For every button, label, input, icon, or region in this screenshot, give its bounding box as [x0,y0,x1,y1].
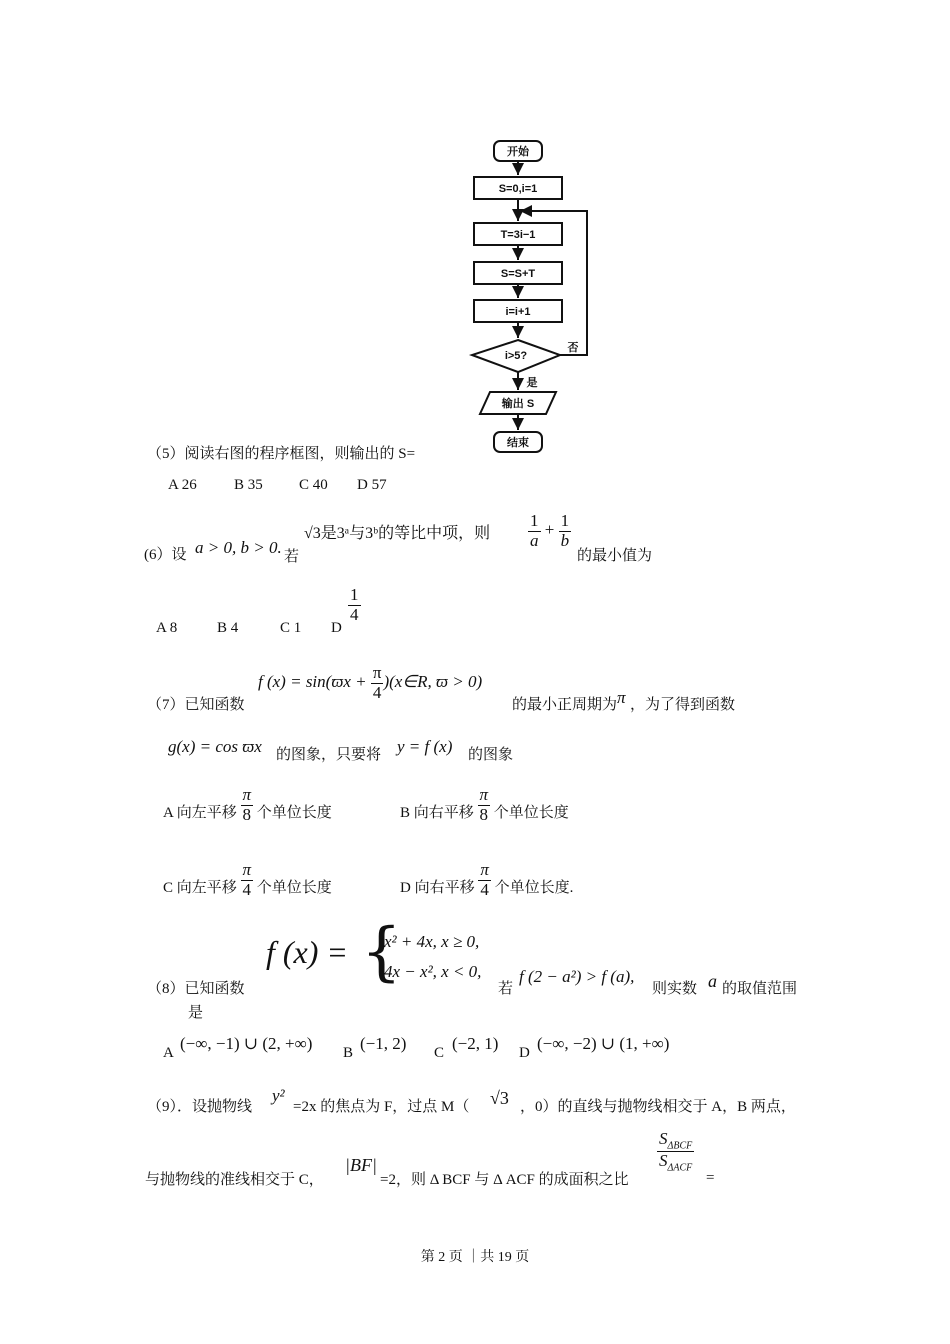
q8-fx: f (x) = [266,934,348,970]
q6-option-a: A 8 [156,620,178,636]
q7-opt-c-num: π [242,860,252,879]
q6-frac1-den: a [530,530,539,550]
q7-pi: π [617,688,626,707]
q9-y-squared: y² [272,1086,285,1105]
q7-opt-d-den: 4 [480,879,489,899]
q6-condition: a > 0, b > 0. [195,538,282,557]
q6-prefix: (6）设 [144,547,187,563]
q7-opt-b-pre: B 向右平移 [400,805,474,822]
q7-prefix: （7）已知函数 [147,697,245,713]
q8-case1: x² + 4x, x ≥ 0, [384,932,480,951]
q8-suffix2: 的取值范围 [722,981,798,997]
q8-option-c-label: C [434,1045,445,1061]
q9-part2: ，0）的直线与抛物线相交于 A，B 两点， [520,1099,796,1115]
q6-option-d: D [331,620,342,636]
q7-line2b: 的图象 [468,747,514,763]
q9-line2b: =2，则 Δ BCF 与 Δ ACF 的成面积之比 [380,1172,629,1188]
q7-opt-c-pre: C 向左平移 [163,880,237,897]
q9-equals: = [706,1170,715,1186]
q6-d-den: 4 [350,604,359,624]
q6-option-d-fraction [348,586,361,624]
q7-option-d [400,861,573,899]
flow-init-text: S=0,i=1 [498,183,538,195]
q7-function [258,664,482,702]
q5-option-b: B 35 [234,477,263,493]
q8-line2: 是 [188,1005,204,1021]
q6-ruo: 若 [284,549,300,565]
q7-opt-b-unit: 个单位长度 [493,805,569,822]
q6-option-c: C 1 [280,620,302,636]
q8-suffix1: 则实数 [652,981,698,997]
flow-end-text: 结束 [507,437,529,449]
q8-option-d-label: D [519,1045,530,1061]
q7-opt-b-num: π [479,785,489,804]
q5-stem: （5）阅读右图的程序框图，则输出的 S= [147,446,416,462]
q7-func-four: 4 [372,682,382,702]
q7-opt-a-den: 8 [242,804,252,824]
q8-a: a [708,971,717,991]
q8-option-c: (−2, 1) [452,1034,499,1053]
q7-mid: 的最小正周期为 [512,697,618,713]
flowchart [460,135,610,465]
q6-sum-expression [528,512,571,550]
q9-prefix: （9）．设抛物线 [147,1099,253,1115]
q8-option-a-label: A [163,1045,174,1061]
q5-option-c: C 40 [299,477,328,493]
q7-func-pi: π [372,663,382,682]
q6-frac2-den: b [560,530,570,550]
q7-opt-c-den: 4 [242,879,252,899]
q9-line2a: 与抛物线的准线相交于 C， [145,1172,324,1188]
q8-option-d: (−∞, −2) ∪ (1, +∞) [537,1034,670,1053]
q7-opt-a-num: π [242,785,252,804]
flow-start-text: 开始 [507,146,529,158]
q8-option-a: (−∞, −1) ∪ (2, +∞) [180,1034,313,1053]
q9-ratio-num: S [659,1129,668,1148]
q7-g-function: g(x) = cos ϖx [168,737,262,756]
q7-line2a: 的图象，只要将 [276,747,382,763]
q9-sqrt3: √3 [490,1088,509,1108]
q9-ratio [657,1130,694,1174]
q9-ratio-num-sub: ΔBCF [667,1140,693,1152]
flow-no-label: 否 [567,342,579,354]
q7-opt-d-unit: 个单位长度. [494,880,574,897]
q7-y-fx: y = f (x) [397,737,453,756]
q7-option-a [163,786,332,824]
q6-d-num: 1 [350,585,359,604]
flow-yes-label: 是 [526,377,538,389]
q8-ruo: 若 [498,981,514,997]
page-footer: 第 2 页 ｜共 19 页 [420,1250,530,1265]
q7-mid2: ，为了得到函数 [630,697,736,713]
q7-func-right: )(x∈R, ϖ > 0) [383,672,483,692]
flow-output-text: 输出 S [501,398,535,410]
q7-option-b [400,786,569,824]
q7-opt-d-num: π [480,860,489,879]
q6-frac1-num: 1 [530,511,539,530]
q8-option-b-label: B [343,1045,354,1061]
q7-option-c [163,861,332,899]
q9-bf: |BF| [345,1155,377,1175]
q7-opt-c-unit: 个单位长度 [256,880,332,897]
q7-opt-a-unit: 个单位长度 [256,805,332,822]
q8-inequality: f (2 − a²) > f (a), [519,967,635,986]
q7-opt-a-pre: A 向左平移 [163,805,237,822]
q7-func-left: f (x) = sin(ϖx + [258,672,367,692]
q5-option-a: A 26 [168,477,197,493]
flow-i-text: i=i+1 [505,306,531,318]
q6-plus: + [544,520,555,540]
q8-option-b: (−1, 2) [360,1034,407,1053]
flow-t-text: T=3i−1 [500,229,536,241]
q6-option-b: B 4 [217,620,239,636]
flow-condition-text: i>5? [504,350,528,362]
q7-opt-d-pre: D 向右平移 [400,880,475,897]
q6-suffix: 的最小值为 [577,548,653,564]
flow-s-text: S=S+T [500,268,536,280]
q6-frac2-num: 1 [560,511,570,530]
q9-part1: =2x 的焦点为 F，过点 M（ [293,1099,470,1115]
q9-ratio-den-sub: ΔACF [667,1162,693,1174]
q7-opt-b-den: 8 [479,804,489,824]
q8-brace: { [361,915,402,989]
q8-case2: 4x − x², x < 0, [384,962,482,981]
q9-ratio-den: S [659,1151,668,1171]
q6-geometric-mean: √3是3ᵃ与3ᵇ的等比中项，则 [304,525,491,542]
q5-option-d: D 57 [357,477,387,493]
q8-prefix: （8）已知函数 [147,981,245,997]
